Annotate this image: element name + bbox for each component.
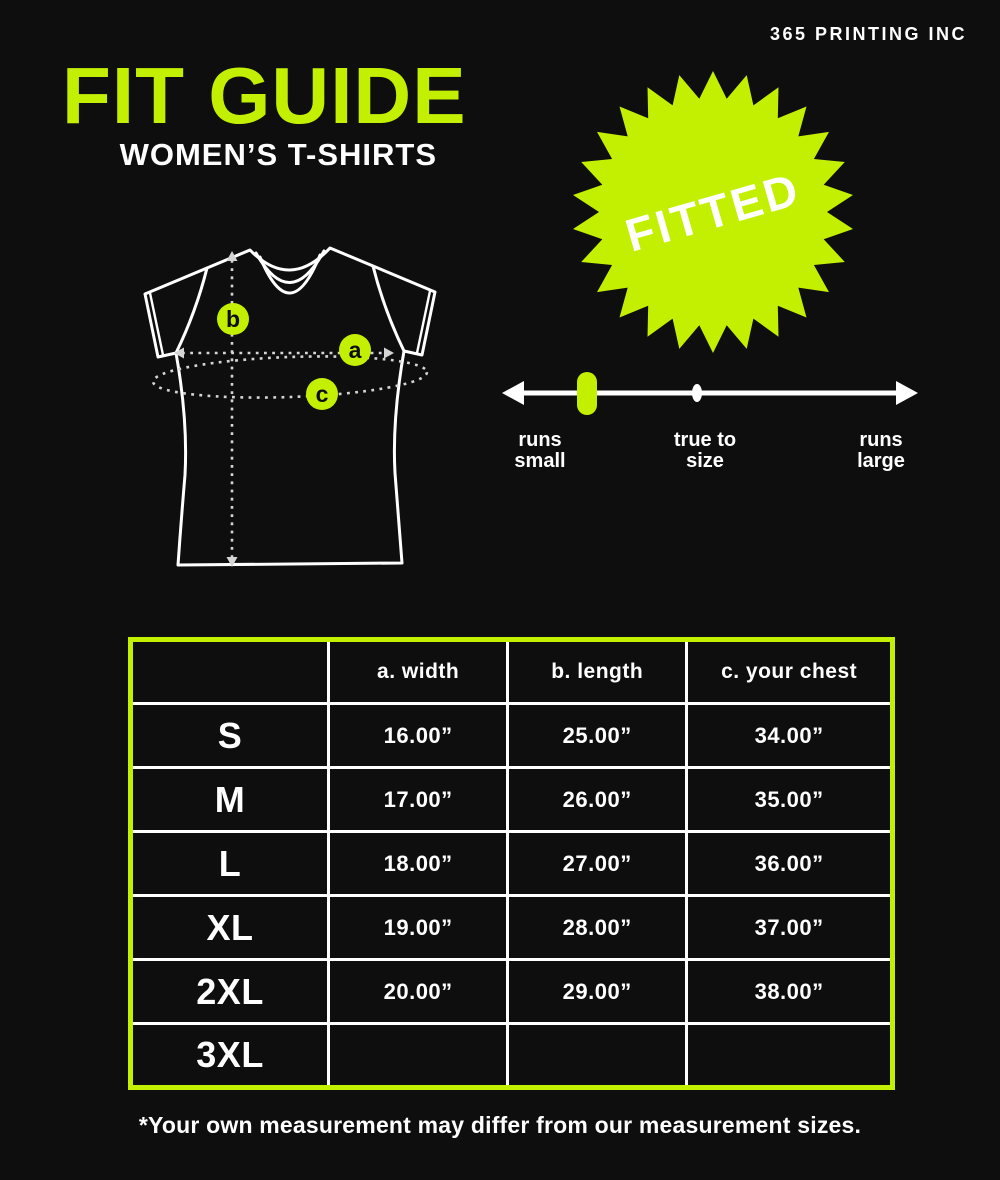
chest-guide-ellipse (152, 352, 427, 402)
footnote: *Your own measurement may differ from our measurement sizes. (138, 1112, 862, 1138)
size-table (128, 637, 895, 1090)
size-label: S (131, 704, 329, 768)
scale-label-line: runs (859, 429, 903, 451)
marker-a-letter: a (348, 337, 362, 363)
marker-c (306, 378, 338, 410)
page-subtitle: WOMEN’S T-SHIRTS (119, 137, 437, 172)
scale-label-line: small (514, 450, 566, 472)
chest-value: 35.00” (687, 768, 893, 832)
fitted-badge-label: FITTED (619, 162, 807, 262)
scale-label-runs-small (500, 430, 580, 472)
fit-scale-labels (500, 430, 920, 482)
length-value: 29.00” (508, 960, 687, 1024)
table-row-xl (131, 896, 893, 960)
width-value: 19.00” (329, 896, 508, 960)
size-column-header (131, 640, 329, 704)
length-value: 28.00” (508, 896, 687, 960)
scale-label-line: runs (518, 429, 562, 451)
table-row-s (131, 704, 893, 768)
marker-c-letter: c (315, 381, 329, 407)
chest-value: 37.00” (687, 896, 893, 960)
chest-value: 34.00” (687, 704, 893, 768)
width-value (329, 1024, 508, 1088)
guide-arrowheads (174, 251, 394, 567)
true-to-size-tick (692, 384, 702, 402)
scale-arrow-right (896, 381, 918, 405)
page-title: FIT GUIDE (62, 51, 467, 140)
width-value: 17.00” (329, 768, 508, 832)
length-value (508, 1024, 687, 1088)
measurement-guides (152, 260, 427, 558)
width-column-header: a. width (329, 640, 508, 704)
size-label: 2XL (131, 960, 329, 1024)
scale-arrow-left (502, 381, 524, 405)
fit-scale-marker (577, 372, 597, 415)
tshirt-outline (145, 248, 435, 565)
table-row-2xl (131, 960, 893, 1024)
length-value: 25.00” (508, 704, 687, 768)
fit-scale (500, 367, 920, 423)
size-label: M (131, 768, 329, 832)
scale-label-line: large (857, 450, 905, 472)
size-label: 3XL (131, 1024, 329, 1088)
chest-value: 38.00” (687, 960, 893, 1024)
size-label: XL (131, 896, 329, 960)
scale-label-true-to-size (655, 430, 755, 472)
tshirt-measurement-diagram (110, 222, 470, 602)
width-value: 16.00” (329, 704, 508, 768)
size-label: L (131, 832, 329, 896)
chest-value: 36.00” (687, 832, 893, 896)
table-row-m (131, 768, 893, 832)
chest-column-header: c. your chest (687, 640, 893, 704)
table-row-3xl (131, 1024, 893, 1088)
brand-name: 365 PRINTING INC (769, 24, 967, 44)
marker-b (217, 303, 249, 335)
marker-a (339, 334, 371, 366)
scale-label-line: size (686, 450, 724, 472)
length-column-header: b. length (508, 640, 687, 704)
width-value: 18.00” (329, 832, 508, 896)
table-row-l (131, 832, 893, 896)
length-value: 26.00” (508, 768, 687, 832)
scale-label-line: true to (673, 429, 737, 451)
length-value: 27.00” (508, 832, 687, 896)
chest-value (687, 1024, 893, 1088)
table-header-row (131, 640, 893, 704)
marker-b-letter: b (225, 306, 241, 332)
fitted-badge (563, 62, 863, 362)
scale-label-runs-large (841, 430, 921, 472)
width-value: 20.00” (329, 960, 508, 1024)
